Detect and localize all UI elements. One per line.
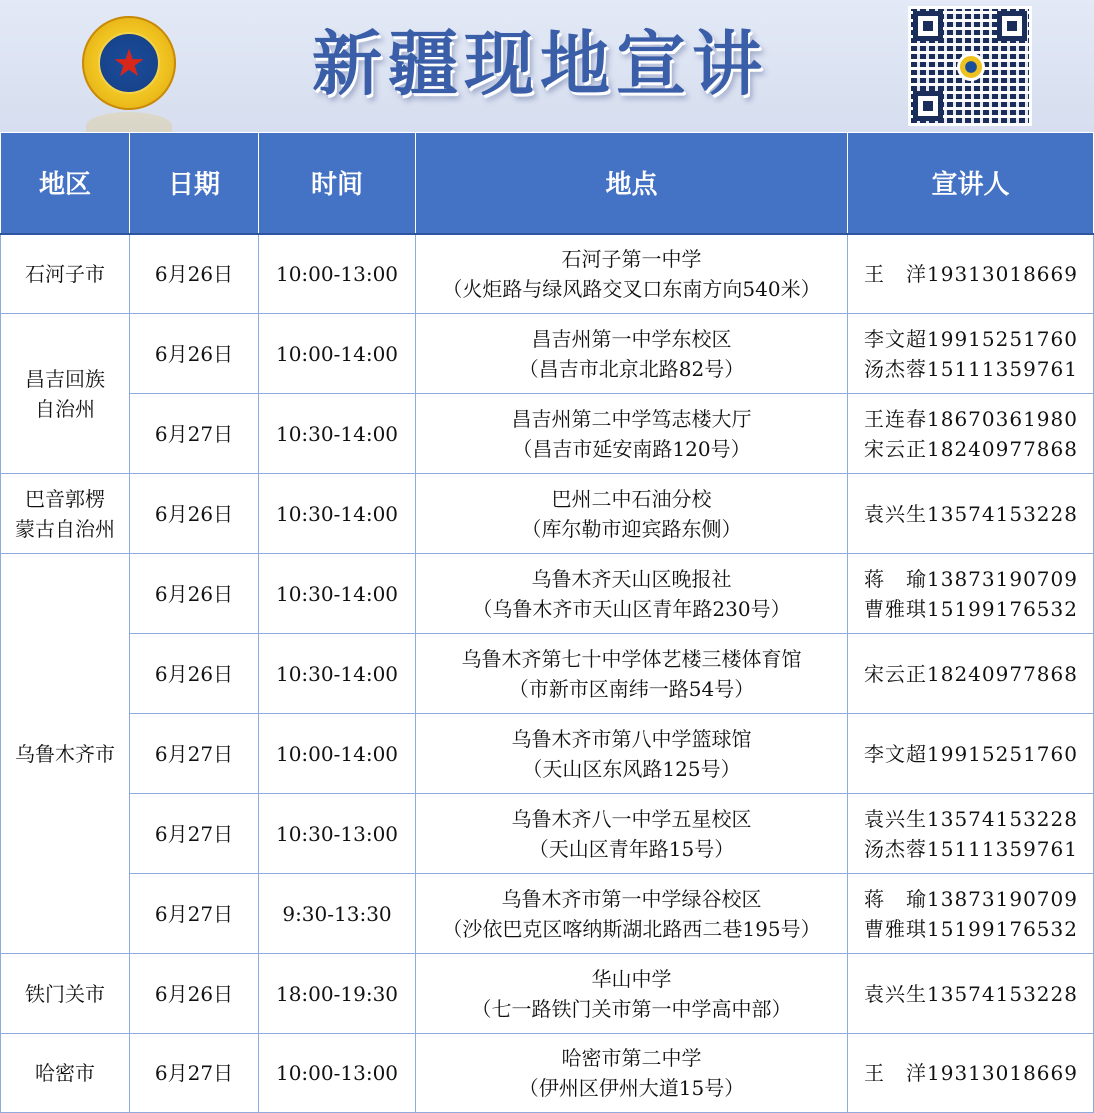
speaker-contact: 宋云正18240977868 <box>864 436 1078 461</box>
place-address: （昌吉市延安南路120号） <box>512 436 751 461</box>
header-region: 地区 <box>1 133 130 234</box>
place-address: （乌鲁木齐市天山区青年路230号） <box>472 596 791 621</box>
header-date: 日期 <box>130 133 259 234</box>
table-header-row <box>1 133 1094 234</box>
table-row <box>1 314 1094 394</box>
speaker-contact: 汤杰蓉15111359761 <box>864 836 1078 861</box>
speaker-contact: 袁兴生13574153228 <box>864 806 1078 831</box>
date-cell: 6月27日 <box>130 874 259 954</box>
place-name: 乌鲁木齐第七十中学体艺楼三楼体育馆 <box>461 646 802 671</box>
speaker-contact: 王连春18670361980 <box>864 406 1078 431</box>
place-cell <box>416 234 848 314</box>
place-name: 华山中学 <box>591 966 672 991</box>
place-name: 乌鲁木齐市第一中学绿谷校区 <box>501 886 762 911</box>
region-line: 巴音郭楞 <box>25 486 105 511</box>
place-cell <box>416 874 848 954</box>
table-row <box>1 554 1094 634</box>
place-cell <box>416 794 848 874</box>
region-cell <box>1 314 130 474</box>
date-cell: 6月27日 <box>130 1034 259 1113</box>
speaker-contact: 袁兴生13574153228 <box>864 981 1078 1006</box>
speaker-cell <box>848 1034 1094 1113</box>
time-cell: 10:00-13:00 <box>259 234 416 314</box>
place-address: （火炬路与绿风路交叉口东南方向540米） <box>442 276 821 301</box>
schedule-table <box>0 132 1094 1113</box>
speaker-contact: 曹雅琪15199176532 <box>864 916 1078 941</box>
header-time: 时间 <box>259 133 416 234</box>
table-row <box>1 394 1094 474</box>
speaker-cell <box>848 794 1094 874</box>
speaker-cell <box>848 474 1094 554</box>
place-name: 昌吉州第一中学东校区 <box>531 326 732 351</box>
place-name: 乌鲁木齐市第八中学篮球馆 <box>511 726 752 751</box>
speaker-cell <box>848 634 1094 714</box>
region-cell: 铁门关市 <box>1 954 130 1034</box>
date-cell: 6月26日 <box>130 554 259 634</box>
speaker-contact: 李文超19915251760 <box>864 741 1078 766</box>
place-address: （市新市区南纬一路54号） <box>508 676 755 701</box>
table-row <box>1 234 1094 314</box>
region-cell <box>1 474 130 554</box>
table-row <box>1 794 1094 874</box>
place-name: 昌吉州第二中学笃志楼大厅 <box>511 406 752 431</box>
place-address: （七一路铁门关市第一中学高中部） <box>471 996 792 1021</box>
speaker-contact: 蒋 瑜13873190709 <box>864 886 1078 911</box>
region-line: 昌吉回族 <box>25 366 105 391</box>
place-name: 乌鲁木齐八一中学五星校区 <box>511 806 752 831</box>
place-cell <box>416 554 848 634</box>
region-line: 蒙古自治州 <box>15 516 115 541</box>
logo-reflection <box>86 112 172 132</box>
table-row <box>1 874 1094 954</box>
date-cell: 6月26日 <box>130 234 259 314</box>
place-cell <box>416 394 848 474</box>
table-row <box>1 714 1094 794</box>
header-banner <box>0 0 1094 132</box>
speaker-cell <box>848 874 1094 954</box>
place-cell <box>416 954 848 1034</box>
date-cell: 6月27日 <box>130 794 259 874</box>
place-name: 乌鲁木齐天山区晚报社 <box>531 566 732 591</box>
qr-code-icon <box>908 6 1032 126</box>
header-speaker: 宣讲人 <box>848 133 1094 234</box>
time-cell: 18:00-19:30 <box>259 954 416 1034</box>
table-row <box>1 634 1094 714</box>
place-address: （天山区青年路15号） <box>528 836 735 861</box>
place-name: 哈密市第二中学 <box>561 1046 702 1070</box>
speaker-contact: 宋云正18240977868 <box>864 661 1078 686</box>
table-row <box>1 474 1094 554</box>
speaker-cell <box>848 714 1094 794</box>
time-cell: 10:00-14:00 <box>259 714 416 794</box>
place-address: （天山区东风路125号） <box>522 756 741 781</box>
time-cell: 10:30-14:00 <box>259 634 416 714</box>
qr-finder-top-right <box>997 11 1027 41</box>
time-cell: 9:30-13:30 <box>259 874 416 954</box>
speaker-contact: 王 洋19313018669 <box>864 1061 1078 1085</box>
speaker-contact: 王 洋19313018669 <box>864 261 1078 286</box>
qr-finder-bottom-left <box>913 91 943 121</box>
speaker-contact: 蒋 瑜13873190709 <box>864 566 1078 591</box>
place-cell <box>416 314 848 394</box>
time-cell: 10:30-14:00 <box>259 554 416 634</box>
place-cell <box>416 714 848 794</box>
date-cell: 6月27日 <box>130 394 259 474</box>
speaker-cell <box>848 954 1094 1034</box>
date-cell: 6月26日 <box>130 954 259 1034</box>
region-cell: 乌鲁木齐市 <box>1 554 130 954</box>
date-cell: 6月26日 <box>130 314 259 394</box>
header-place: 地点 <box>416 133 848 234</box>
region-cell: 哈密市 <box>1 1034 130 1113</box>
date-cell: 6月26日 <box>130 474 259 554</box>
region-cell: 石河子市 <box>1 234 130 314</box>
place-address: （沙依巴克区喀纳斯湖北路西二巷195号） <box>442 916 821 941</box>
page-title: 新疆现地宣讲 <box>312 23 768 105</box>
speaker-cell <box>848 234 1094 314</box>
region-line: 自治州 <box>35 396 95 421</box>
place-name: 巴州二中石油分校 <box>551 486 712 511</box>
time-cell: 10:30-13:00 <box>259 794 416 874</box>
time-cell: 10:30-14:00 <box>259 394 416 474</box>
place-address: （昌吉市北京北路82号） <box>518 356 745 381</box>
place-name: 石河子第一中学 <box>561 246 702 271</box>
qr-center-logo <box>957 53 985 81</box>
speaker-contact: 袁兴生13574153228 <box>864 501 1078 526</box>
date-cell: 6月26日 <box>130 634 259 714</box>
qr-finder-top-left <box>913 11 943 41</box>
speaker-cell <box>848 554 1094 634</box>
date-cell: 6月27日 <box>130 714 259 794</box>
time-cell: 10:00-14:00 <box>259 314 416 394</box>
speaker-contact: 汤杰蓉15111359761 <box>864 356 1078 381</box>
table-row <box>1 1034 1094 1113</box>
red-star-icon: ★ <box>111 41 147 85</box>
table-row <box>1 954 1094 1034</box>
time-cell: 10:00-13:00 <box>259 1034 416 1113</box>
place-cell <box>416 1034 848 1113</box>
place-address: （伊州区伊州大道15号） <box>518 1076 745 1100</box>
place-address: （库尔勒市迎宾路东侧） <box>521 516 742 541</box>
place-cell <box>416 474 848 554</box>
speaker-contact: 李文超19915251760 <box>864 326 1078 351</box>
university-seal-logo <box>82 16 176 110</box>
time-cell: 10:30-14:00 <box>259 474 416 554</box>
speaker-cell <box>848 394 1094 474</box>
speaker-contact: 曹雅琪15199176532 <box>864 596 1078 621</box>
place-cell <box>416 634 848 714</box>
speaker-cell <box>848 314 1094 394</box>
seal-inner-ring <box>98 32 160 94</box>
